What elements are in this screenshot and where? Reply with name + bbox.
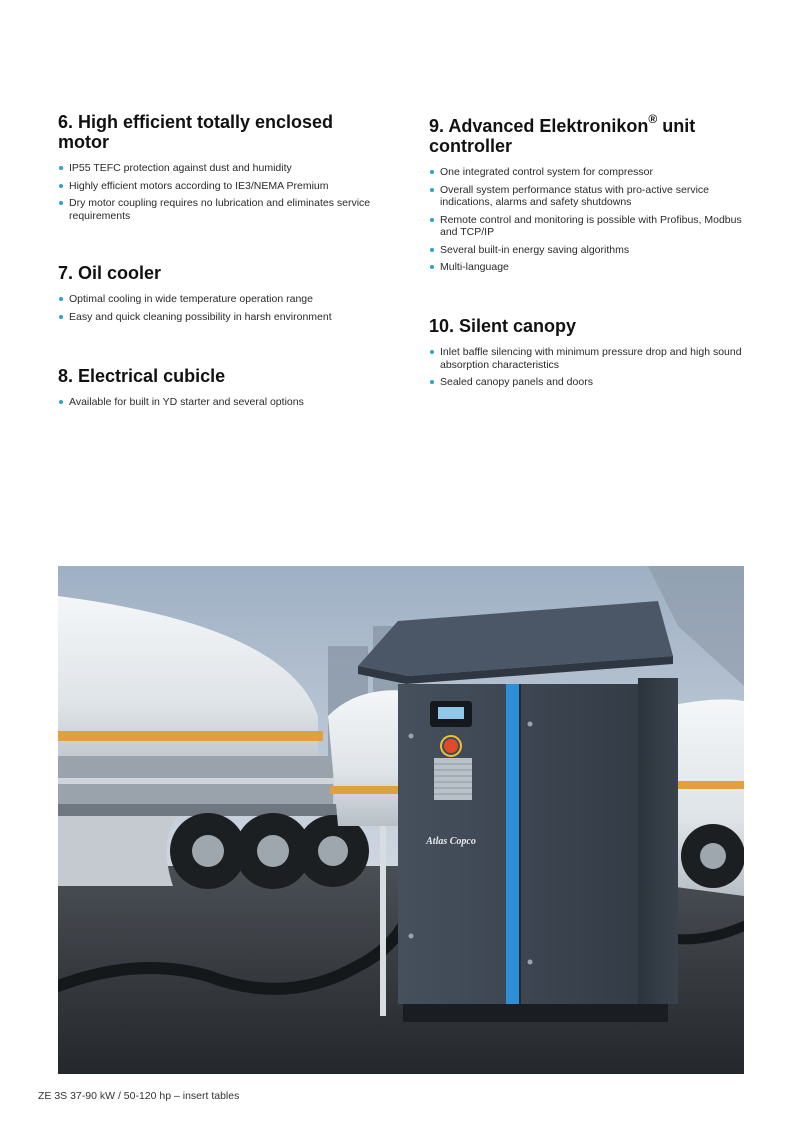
list-item: IP55 TEFC protection against dust and humidity <box>58 162 388 175</box>
section-title: 6. High efficient totally enclosed motor <box>58 112 334 152</box>
list-item: Several built-in energy saving algorithms <box>429 244 749 257</box>
accent-stripe <box>506 684 520 1004</box>
bullet-list <box>429 166 749 274</box>
bullet-list <box>58 293 388 323</box>
product-photo <box>58 566 744 1074</box>
section-electrical-cubicle <box>58 366 388 414</box>
list-item: One integrated control system for compressor <box>429 166 749 179</box>
emergency-stop-icon <box>444 739 458 753</box>
section-title-main: 9. Advanced Elektronikon <box>429 116 649 136</box>
section-title: 10. Silent canopy <box>429 316 577 336</box>
pole <box>380 826 386 1016</box>
bullet-list <box>58 396 388 409</box>
bullet-list <box>58 162 388 222</box>
list-item: Sealed canopy panels and doors <box>429 376 749 389</box>
registered-mark: ® <box>648 112 658 126</box>
list-item: Remote control and monitoring is possible with Profibus, Modbus and TCP/IP <box>429 214 749 239</box>
list-item: Available for built in YD starter and several options <box>58 396 388 409</box>
tanker-truck-right <box>668 699 744 896</box>
list-item: Easy and quick cleaning possibility in harsh environment <box>58 311 388 324</box>
list-item: Overall system performance status with pro-active service indications, alarms and safety shutdowns <box>429 184 749 209</box>
compressor-illustration <box>58 566 744 1074</box>
footer-text: ZE 3S 37-90 kW / 50-120 hp – insert tables <box>38 1090 240 1102</box>
brand-logo: Atlas Copco <box>426 836 476 847</box>
section-title <box>429 112 749 156</box>
bullet-list <box>429 346 749 389</box>
section-title: 8. Electrical cubicle <box>58 366 226 386</box>
list-item: Multi-language <box>429 261 749 274</box>
tanker-truck-middle <box>328 690 410 826</box>
list-item: Inlet baffle silencing with minimum pressure drop and high sound absorption characteristics <box>429 346 749 371</box>
list-item: Highly efficient motors according to IE3/NEMA Premium <box>58 180 388 193</box>
list-item: Optimal cooling in wide temperature operation range <box>58 293 388 306</box>
section-silent-canopy <box>429 316 749 394</box>
section-controller <box>429 112 749 279</box>
section-motor <box>58 112 388 227</box>
list-item: Dry motor coupling requires no lubrication and eliminates service requirements <box>58 197 388 222</box>
compressor-cabinet <box>398 678 678 1022</box>
section-title-rest: unit controller <box>429 116 696 156</box>
section-title: 7. Oil cooler <box>58 263 162 283</box>
section-oil-cooler <box>58 263 388 328</box>
